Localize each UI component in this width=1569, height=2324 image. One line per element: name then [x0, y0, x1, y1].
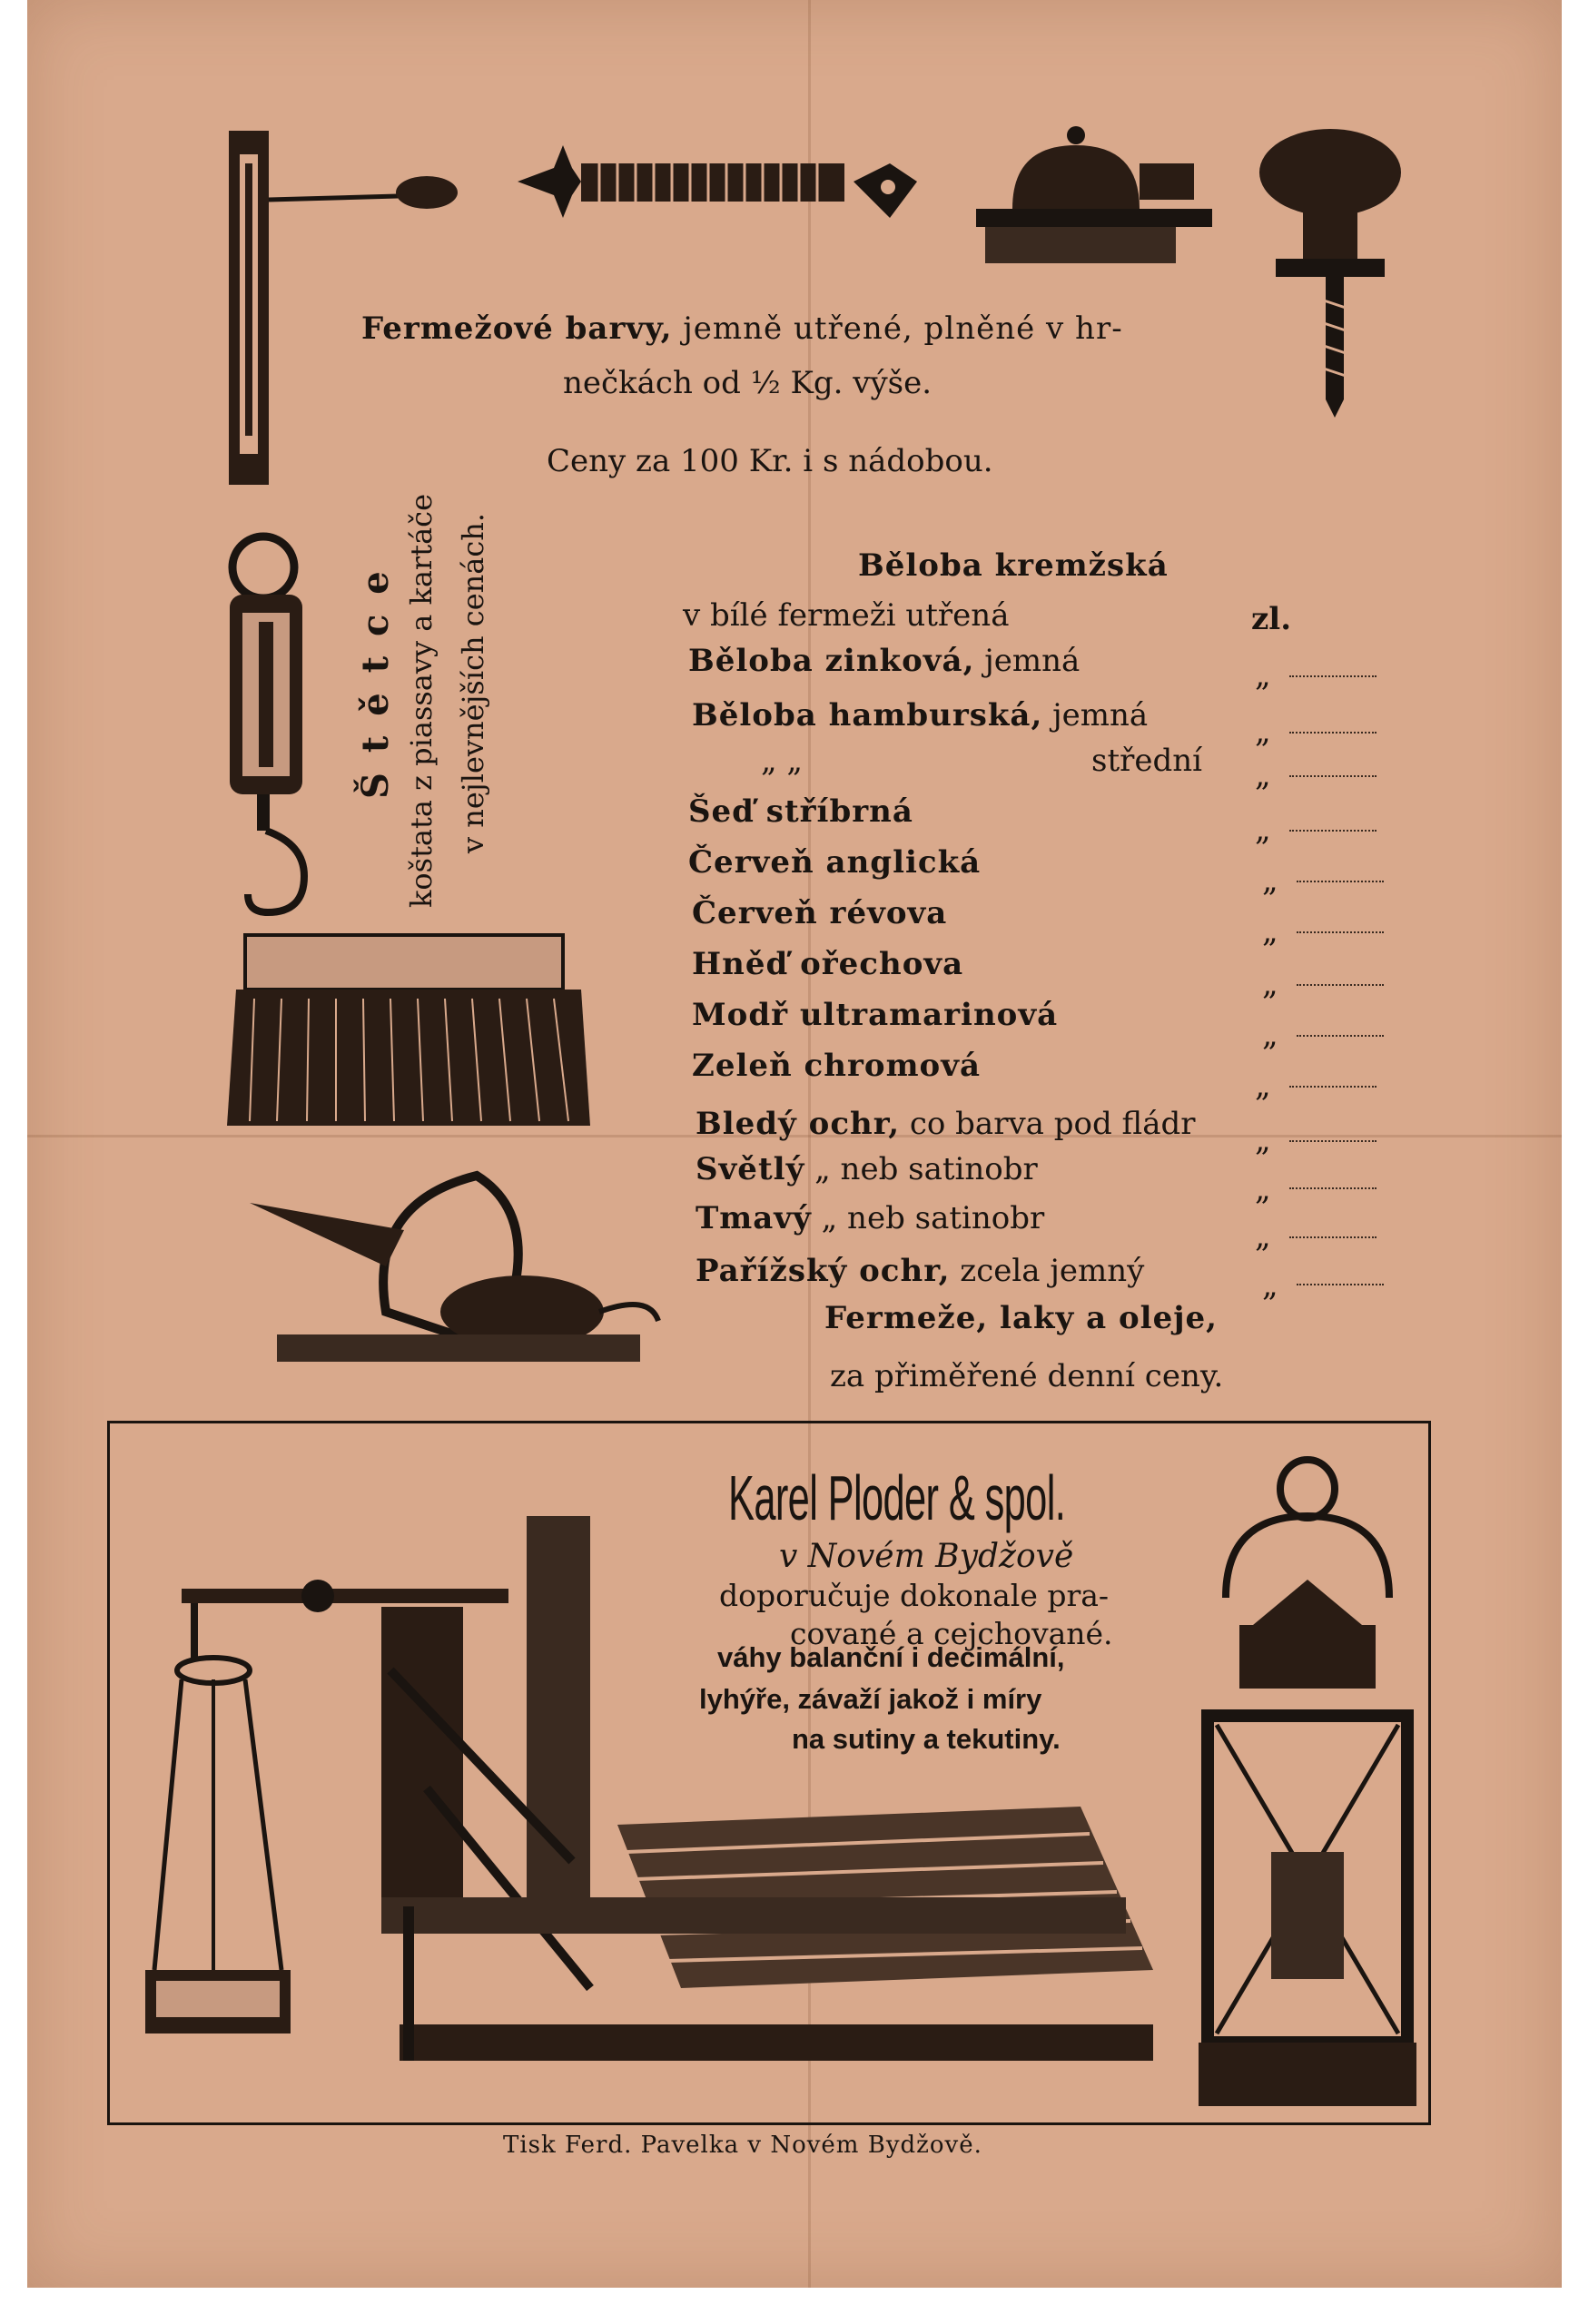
bell-illustration	[976, 123, 1212, 277]
price-blank	[1289, 675, 1377, 677]
paint-item-parizsky-ochr-desc: zcela jemný	[950, 1253, 1145, 1289]
paint-item-beloba-zinkova-desc: jemná	[974, 643, 1081, 679]
brush-illustration	[227, 935, 599, 1135]
ditto-mark: „	[1255, 1068, 1271, 1104]
paint-item-tmavy	[696, 1200, 1044, 1236]
paints-title	[361, 310, 1123, 347]
price-blank	[1289, 1086, 1377, 1088]
paint-item-beloba-hamburska	[692, 697, 1148, 734]
ad-line5: na sutiny a tekutiny.	[792, 1723, 1061, 1755]
paint-item-svetly-desc: „ neb satinobr	[804, 1151, 1038, 1187]
paint-item-bledy-ochr-name: Bledý ochr,	[696, 1106, 901, 1142]
ditto-mark: „	[1255, 1171, 1271, 1207]
paints-title-rest: jemně utřené, plněné v hr-	[672, 310, 1123, 347]
ditto-mark: „	[1255, 657, 1271, 694]
decimal-scale-illustration	[173, 1516, 1153, 2097]
paint-item-beloba-zinkova	[688, 643, 1080, 679]
paint-item-modr-ultramarinova: Modř ultramarinová	[692, 997, 1059, 1033]
sidebar-brushes-line2: koštata z piassavy a kartáče	[404, 493, 439, 908]
ad-location: v Novém Bydžově	[779, 1538, 1074, 1575]
price-blank	[1289, 1140, 1377, 1142]
ditto-mark: „	[1262, 1017, 1278, 1053]
ditto-mark: „	[1262, 862, 1278, 899]
price-blank	[1297, 1284, 1384, 1285]
paint-item-svetly-name: Světlý	[696, 1151, 805, 1187]
paint-item-beloba-hamburska-desc: jemná	[1042, 697, 1149, 734]
ad-line3: váhy balanční i decimální,	[717, 1641, 1065, 1673]
lantern-illustration	[1171, 1452, 1444, 2124]
price-blank	[1297, 881, 1384, 882]
ditto-mark: „	[1255, 1218, 1271, 1255]
paint-item-hned-orechova: Hněď ořechova	[692, 946, 964, 982]
price-blank	[1297, 984, 1384, 986]
ditto-mark: „	[1262, 1267, 1278, 1304]
price-blank	[1289, 775, 1377, 777]
paint-item-cerven-revova: Červeň révova	[692, 895, 948, 931]
ditto-mark: „	[1255, 757, 1271, 793]
mouse-trap-illustration	[222, 1167, 667, 1375]
ad-company-name: Karel Ploder & spol.	[728, 1462, 1066, 1533]
footer-varnishes: Fermeže, laky a oleje,	[824, 1300, 1219, 1336]
spring-bolt-illustration	[518, 136, 926, 236]
ditto-mark: „	[1262, 966, 1278, 1002]
ditto-mark: „	[1262, 913, 1278, 950]
paint-item-cerven-anglicka: Červeň anglická	[688, 844, 982, 881]
paint-item-sed-stribrna: Šeď stříbrná	[688, 793, 913, 830]
ad-line2: cované a cejchované.	[790, 1616, 1113, 1651]
paint-item-hamburska-ditto: „ „	[761, 743, 804, 779]
paint-item-bledy-ochr	[696, 1106, 1196, 1142]
ad-line4: lyhýře, závaží jakož i míry	[699, 1683, 1042, 1715]
price-blank	[1289, 830, 1377, 832]
paint-item-beloba-hamburska-name: Běloba hamburská,	[692, 697, 1043, 734]
paint-item-beloba-kremzska: Běloba kremžská	[858, 547, 1169, 584]
paint-item-parizsky-ochr-name: Pařížský ochr,	[696, 1253, 951, 1289]
ditto-mark: „	[1255, 1122, 1271, 1158]
paint-item-parizsky-ochr	[696, 1253, 1144, 1289]
paints-title-bold: Fermežové barvy,	[361, 310, 673, 347]
paint-item-beloba-zinkova-name: Běloba zinková,	[688, 643, 975, 679]
thermometer-illustration	[225, 127, 461, 490]
sidebar-brushes-line3: v nejlevnějších cenách.	[456, 512, 490, 853]
paint-item-svetly	[696, 1151, 1038, 1187]
price-blank	[1289, 732, 1377, 734]
paint-item-hamburska-stredni: střední	[1091, 743, 1203, 779]
footer-daily-prices: za přiměřené denní ceny.	[830, 1358, 1224, 1394]
currency-label: zl.	[1251, 601, 1292, 637]
printer-credit: Tisk Ferd. Pavelka v Novém Bydžově.	[503, 2132, 982, 2159]
sidebar-brushes-title: Š t ě t c e	[354, 567, 397, 799]
paint-item-tmavy-desc: „ neb satinobr	[811, 1200, 1045, 1236]
paint-item-beloba-kremzska-desc: v bílé fermeži utřená	[683, 597, 1010, 634]
price-blank	[1289, 1187, 1377, 1189]
prices-note: Ceny za 100 Kr. i s nádobou.	[547, 443, 993, 479]
paint-item-tmavy-name: Tmavý	[696, 1200, 812, 1236]
ditto-mark: „	[1255, 812, 1271, 848]
price-blank	[1297, 931, 1384, 933]
paint-item-bledy-ochr-desc: co barva pod fládr	[900, 1106, 1196, 1142]
paints-title-line2: nečkách od ½ Kg. výše.	[563, 365, 933, 401]
knob-screw-illustration	[1258, 127, 1412, 418]
ad-line1: doporučuje dokonale pra-	[719, 1578, 1110, 1613]
ditto-mark: „	[1255, 714, 1271, 750]
paint-item-zelen-chromova: Zeleň chromová	[692, 1048, 982, 1084]
spring-scale-illustration	[222, 531, 322, 931]
price-blank	[1297, 1035, 1384, 1037]
price-blank	[1289, 1236, 1377, 1238]
